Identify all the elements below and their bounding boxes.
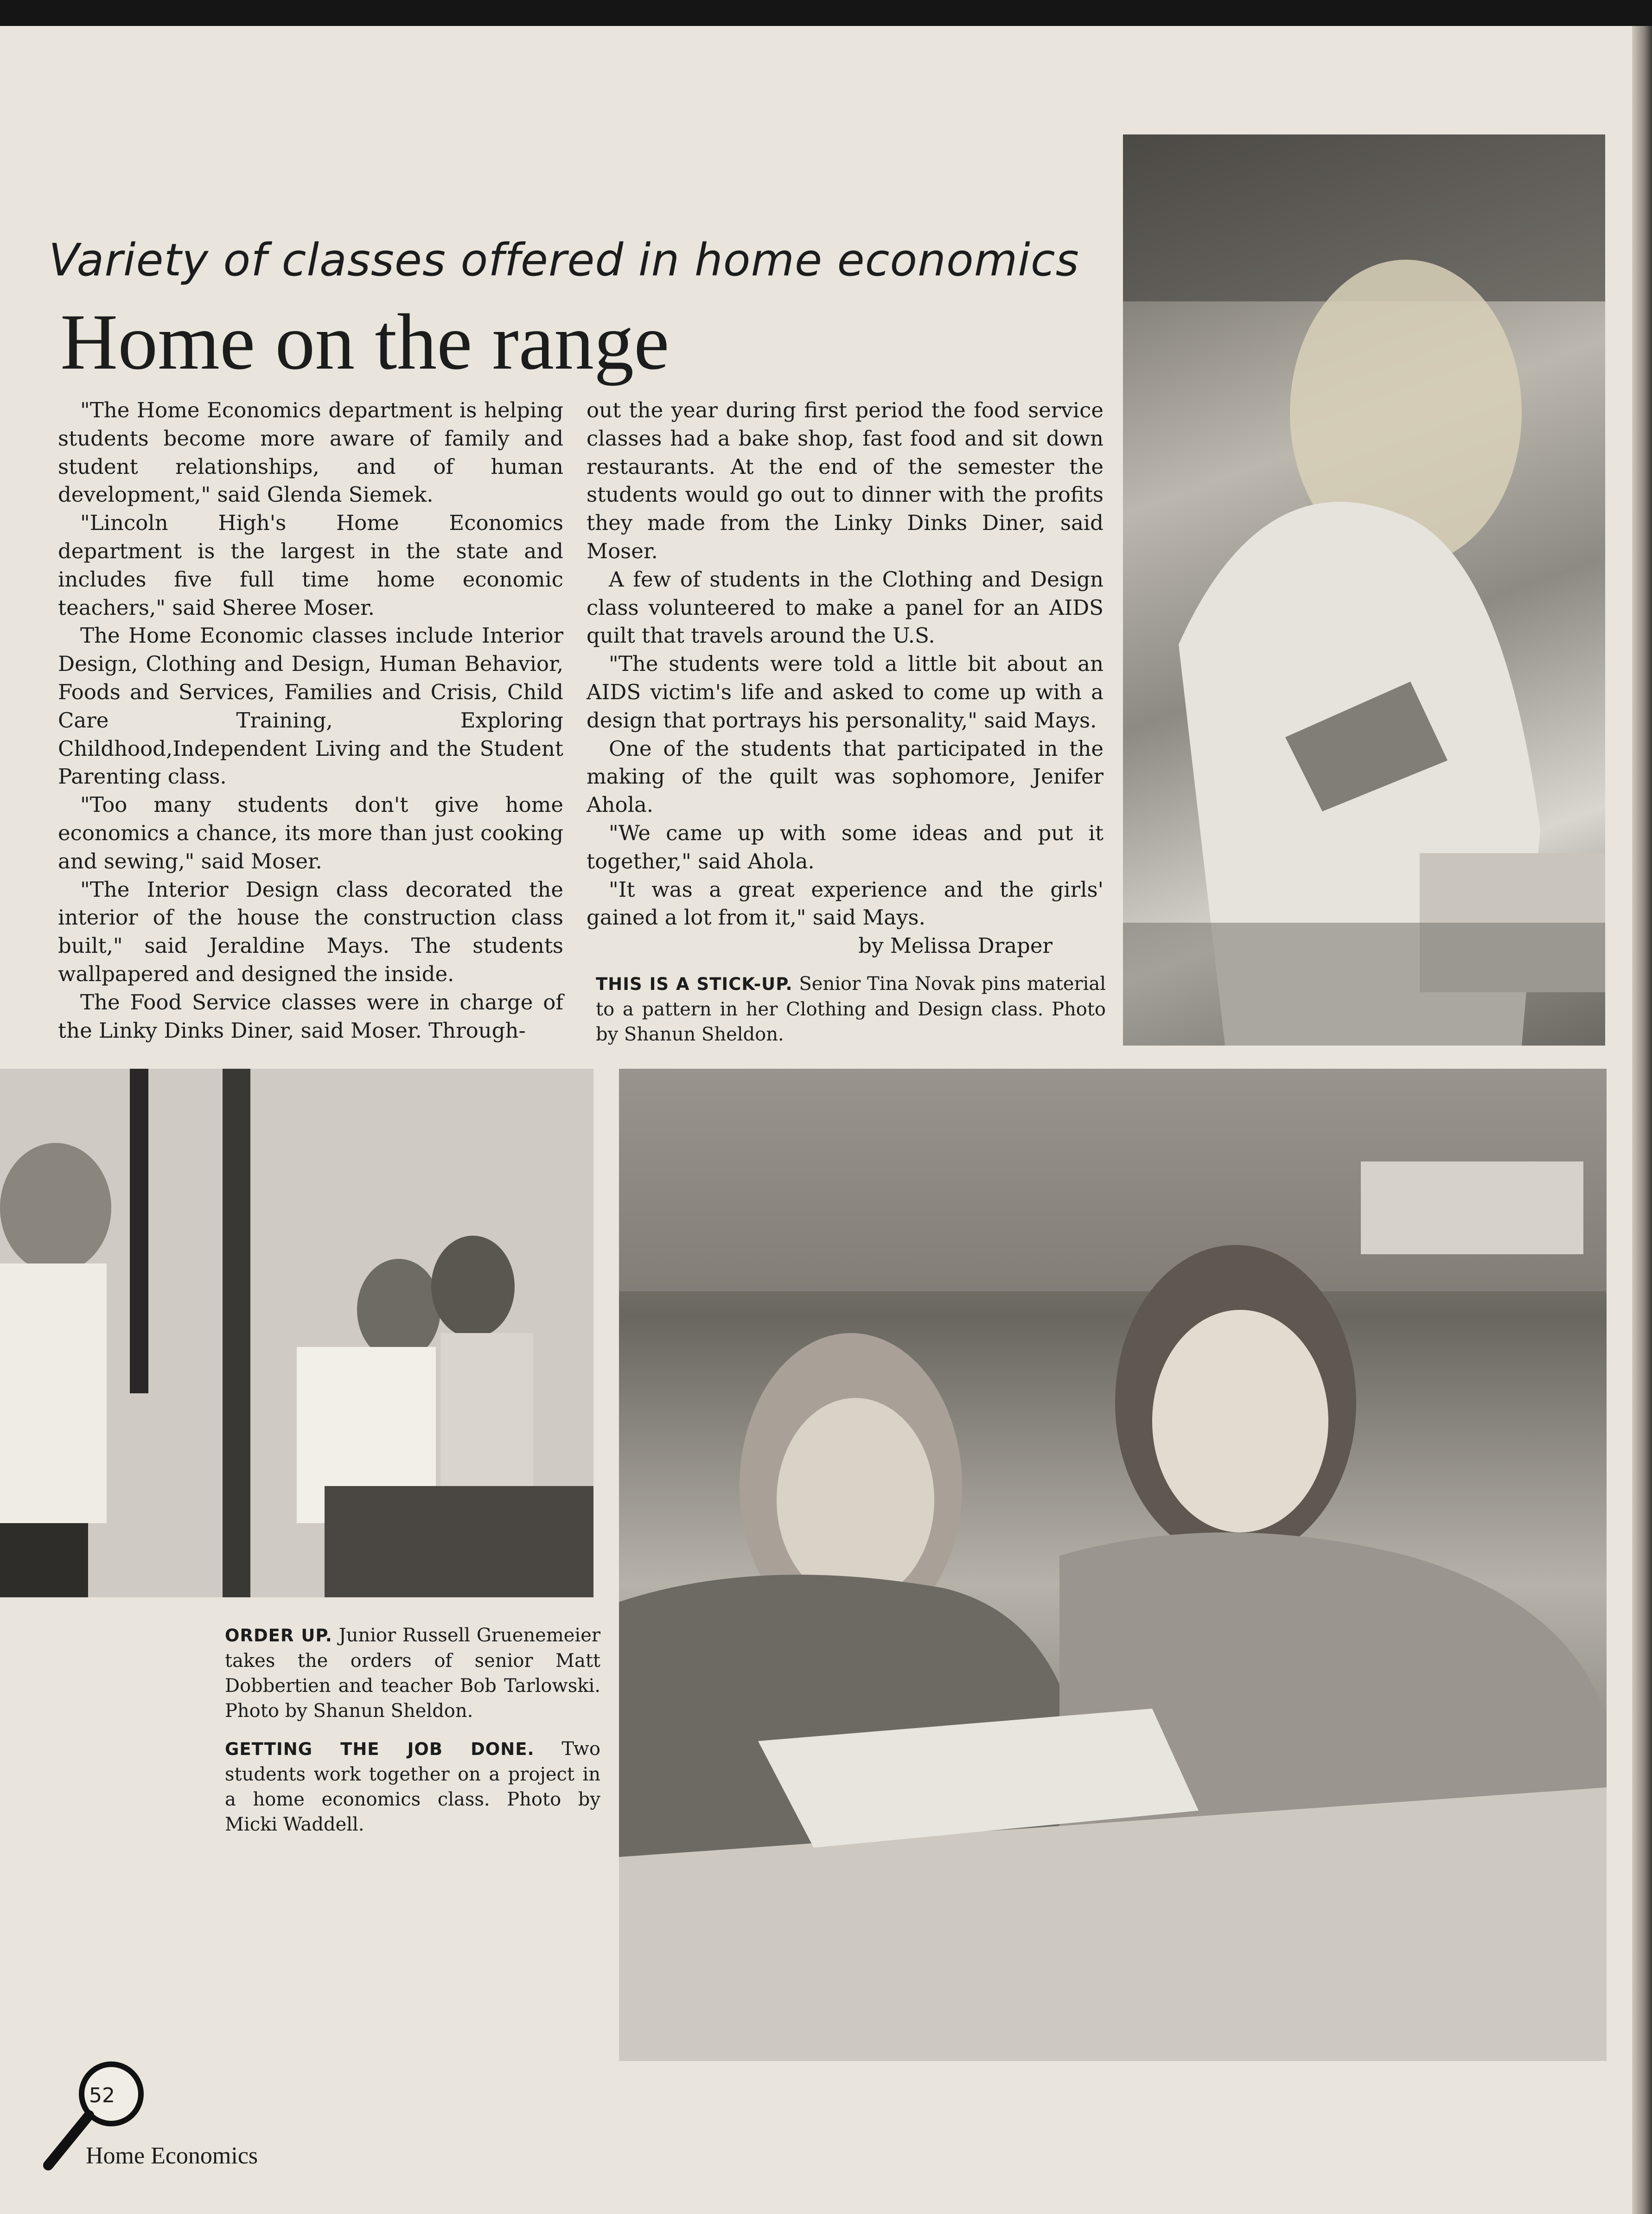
- article-paragraph: "The Home Economics department is helping students become more aware of family and student relationships, and of human development," said Glenda Siemek.: [58, 398, 563, 507]
- headline-kicker: Variety of classes offered in home economics: [49, 234, 1079, 286]
- caption-title: ORDER UP.: [225, 1626, 332, 1646]
- caption-title: THIS IS A STICK-UP.: [596, 974, 793, 994]
- photo-student-pinning-pattern: [1123, 134, 1605, 1046]
- caption-getting-job-done: [225, 1736, 600, 1837]
- article-paragraph: "We came up with some ideas and put it together," said Ahola.: [587, 820, 1103, 874]
- article-paragraph: out the year during first period the food service classes had a bake shop, fast food and sit down restaurants. At the end of the semester the students would go out to dinner with the profits they made from the Linky Dinks Diner, said Moser.: [587, 398, 1103, 563]
- article-paragraph: "Lincoln High's Home Economics department is the largest in the state and includes five full time home economic teachers," said Sheree Moser.: [58, 510, 563, 620]
- headline-title: Home on the range: [60, 298, 670, 386]
- page-edge-shadow: [1632, 26, 1652, 2214]
- article-paragraph: A few of students in the Clothing and Design class volunteered to make a panel for an AIDS quilt that travels around the U.S.: [587, 567, 1103, 648]
- byline: by Melissa Draper: [858, 933, 1052, 958]
- photo-illustration: [0, 1069, 593, 1597]
- photo-order-up: [0, 1069, 593, 1597]
- article-paragraph: "It was a great experience and the girls' gained a lot from it," said Mays.: [587, 877, 1103, 930]
- top-border: [0, 0, 1652, 26]
- caption-text: Two students work together on a project in a home economics class. Photo by Micki Waddell.: [225, 1738, 600, 1835]
- article-paragraph: One of the students that participated in the making of the quilt was sophomore, Jenifer Ahola.: [587, 736, 1103, 817]
- caption-text: Junior Russell Gruenemeier takes the orders of senior Matt Dobbertien and teacher Bob Tarlowski. Photo by Shanun Sheldon.: [225, 1625, 600, 1722]
- photo-illustration: [619, 1069, 1607, 2061]
- article-paragraph: "Too many students don't give home economics a chance, its more than just cooking and sewing," said Moser.: [58, 792, 563, 874]
- photo-illustration: [1123, 134, 1605, 1046]
- article-column-1: [58, 396, 563, 1045]
- article-paragraph: The Home Economic classes include Interior Design, Clothing and Design, Human Behavior, Foods and Services, Families and Crisis, Child Care Training, Exploring Childhood,Independent Living and the Student Parenting class.: [58, 623, 563, 789]
- caption-stick-up: [596, 971, 1106, 1047]
- article-paragraph: "The students were told a little bit about an AIDS victim's life and asked to come up with a design that portrays his personality," said Mays.: [587, 651, 1103, 733]
- caption-order-up: [225, 1623, 600, 1723]
- caption-text: Senior Tina Novak pins material to a pattern in her Clothing and Design class. Photo by Shanun Sheldon.: [596, 973, 1106, 1045]
- photo-students-working: [619, 1069, 1607, 2061]
- article-column-2: [587, 396, 1103, 960]
- section-label: Home Economics: [86, 2143, 258, 2169]
- article-paragraph: The Food Service classes were in charge of the Linky Dinks Diner, said Moser. Through-: [58, 989, 563, 1043]
- page-number: 52: [89, 2084, 115, 2107]
- article-paragraph: "The Interior Design class decorated the interior of the house the construction class built," said Jeraldine Mays. The students wallpapered and designed the inside.: [58, 877, 563, 986]
- caption-title: GETTING THE JOB DONE.: [225, 1739, 535, 1759]
